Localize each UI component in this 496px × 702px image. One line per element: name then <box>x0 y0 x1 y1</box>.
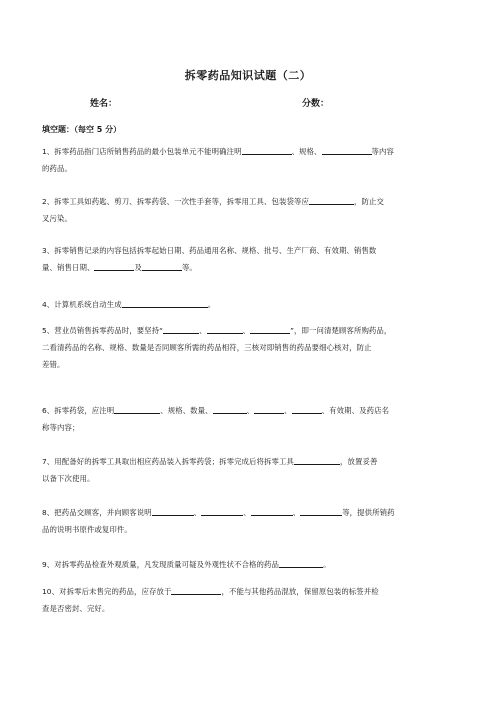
question-1: 1、拆零药品指门店所销售药品的最小包装单元不能明确注明 、规格、 等内容 的药品。 <box>42 147 395 173</box>
answer-blank[interactable] <box>213 404 247 414</box>
answer-blank[interactable] <box>279 558 323 568</box>
name-label: 姓名： <box>90 99 118 109</box>
question-9: 9、对拆零药品检查外观质量，凡发现质量可疑及外观性状不合格的药品 。 <box>42 560 331 569</box>
answer-blank[interactable] <box>94 261 134 271</box>
answer-blank[interactable] <box>309 195 354 205</box>
answer-blank[interactable] <box>114 404 160 414</box>
answer-blank[interactable] <box>122 298 208 308</box>
page-title: 拆零药品知识试题（二） <box>184 69 312 82</box>
answer-blank[interactable] <box>322 145 372 155</box>
question-3: 3、拆零销售记录的内容包括拆零起始日期、药品通用名称、规格、批号、生产厂商、有效期、销售数 量、销售日期、 及 等。 <box>42 246 377 272</box>
answer-blank[interactable] <box>142 261 182 271</box>
question-7: 7、用配备好的拆零工具取出相应药品装入拆零药袋；拆零完成后将拆零工具 ，放置妥善 以备下次使用。 <box>42 457 378 483</box>
question-6: 6、拆零药袋，应注明 、规格、数量、 、 、 、有效期、及药店名 称等内容； <box>42 406 390 432</box>
section-heading: 填空题：（每空 5 分） <box>42 125 122 134</box>
answer-blank[interactable] <box>294 455 340 465</box>
answer-blank[interactable] <box>254 404 284 414</box>
score-label: 分数： <box>302 99 330 109</box>
question-5: 5、营业员销售拆零药品时，要坚持“ 、 、 ”，即一问清楚顾客所购药品， 二看清药品的名称、规格、数量是否同顾客所需的药品相符，三核对即销售的药品要细心核对，防止 差错。 <box>42 326 392 369</box>
answer-blank[interactable] <box>207 324 243 334</box>
answer-blank[interactable] <box>152 506 194 516</box>
answer-blank[interactable] <box>250 324 290 334</box>
answer-blank[interactable] <box>171 585 221 595</box>
answer-blank[interactable] <box>163 324 199 334</box>
question-10: 10、对拆零后未售完的药品，应存放于 ，不能与其他药品混放，保留原包装的标签并检 查是否密封、完好。 <box>42 587 379 613</box>
question-2: 2、拆零工具如药匙、剪刀、拆零药袋、一次性手套等，拆零用工具、包装袋等应 ，防止交 叉污染。 <box>42 197 384 223</box>
answer-blank[interactable] <box>300 506 342 516</box>
answer-blank[interactable] <box>201 506 243 516</box>
answer-blank[interactable] <box>292 404 322 414</box>
question-8: 8、把药品交顾客，并向顾客说明 、 、 、 等，提供所销药 品的说明书原件或复印件。 <box>42 508 395 534</box>
question-4: 4、计算机系统自动生成 。 <box>42 300 216 309</box>
answer-blank[interactable] <box>242 145 292 155</box>
answer-blank[interactable] <box>251 506 293 516</box>
